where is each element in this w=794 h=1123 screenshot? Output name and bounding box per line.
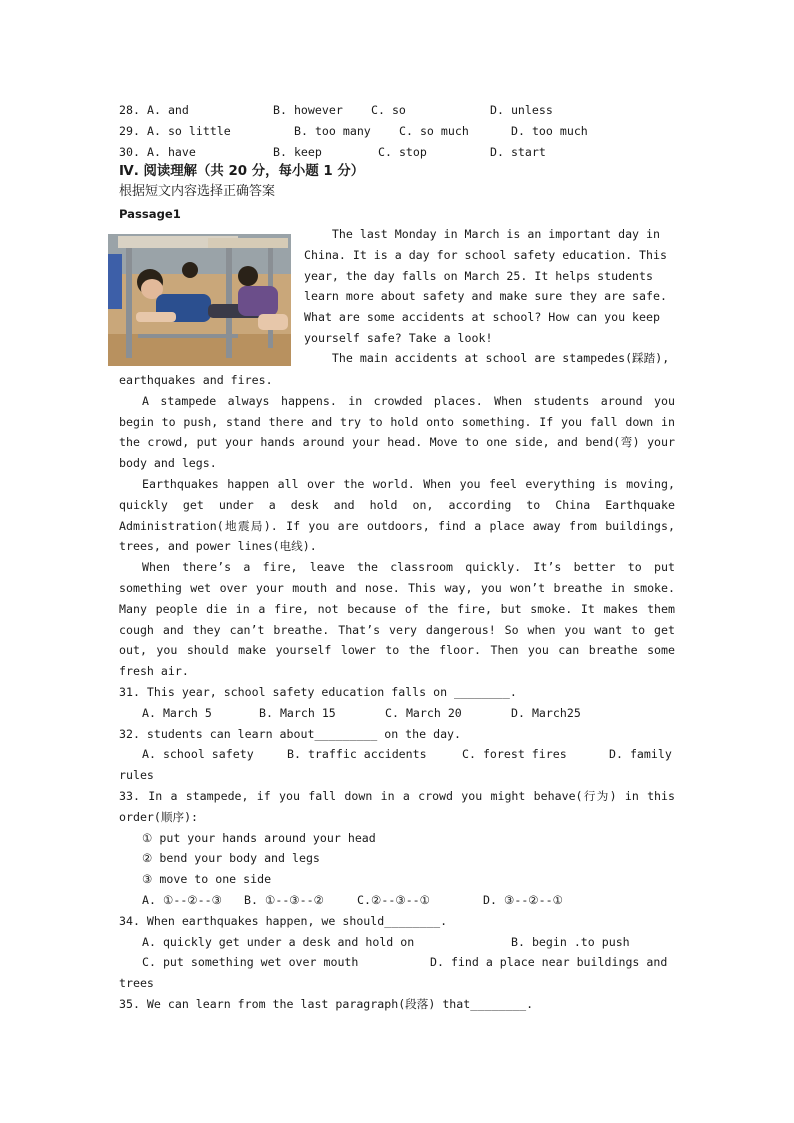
question-number: 30. <box>119 144 140 159</box>
question-34-stem: 34. When earthquakes happen, we should________. <box>119 913 448 928</box>
order-item-2: ② bend your body and legs <box>142 851 320 866</box>
option-d: D. unless <box>490 103 553 117</box>
passage-body <box>119 370 675 1015</box>
text-line: trees, and power lines(电线). <box>119 539 317 554</box>
option-c: C. so much <box>399 123 469 138</box>
question-31-options <box>119 703 675 724</box>
question-31-stem: 31. This year, school safety education falls on ________. <box>119 684 517 699</box>
option-d: D. ③--②--① <box>483 892 564 907</box>
option-a: A. school safety <box>142 747 254 762</box>
passage-paragraph-3 <box>119 391 675 474</box>
passage-paragraph-4 <box>119 474 675 557</box>
passage-paragraph-1 <box>304 224 675 349</box>
option-b: B. however <box>273 103 343 117</box>
passage-paragraph-2 <box>304 348 675 369</box>
text-line: earthquakes and fires. <box>119 373 273 387</box>
question-33-options <box>119 890 675 911</box>
option-a: A. have <box>147 144 196 159</box>
question-33-stem-cont: order(顺序): <box>119 809 199 824</box>
text-line: fresh air. <box>119 664 189 679</box>
question-28 <box>119 100 675 121</box>
question-34-continuation: trees <box>119 976 154 991</box>
text-line: begin to push, stand there and try to hold onto something. If you fall down in <box>119 414 675 429</box>
question-34-options-cd <box>119 952 675 973</box>
option-d: D. March25 <box>511 705 581 720</box>
text-line: cough and they can’t breathe. That’s very dangerous! So when you want to get <box>119 622 675 637</box>
option-c: C. March 20 <box>385 705 462 720</box>
text-line: A stampede always happens. in crowded places. When students around you <box>142 393 675 408</box>
option-a: A. March 5 <box>142 705 212 720</box>
question-29 <box>119 121 675 142</box>
option-d: D. family <box>609 747 672 762</box>
question-35-stem: 35. We can learn from the last paragraph(段落) that________. <box>119 996 534 1011</box>
text-line: year, the day falls on March 25. It helps students <box>304 268 654 283</box>
passage-label: Passage1 <box>119 207 181 222</box>
option-a: A. so little <box>147 123 231 138</box>
exam-page <box>119 100 675 1011</box>
option-b: B. too many <box>294 123 371 138</box>
option-b: B. traffic accidents <box>287 747 427 762</box>
text-line: yourself safe? Take a look! <box>304 330 493 345</box>
option-d: D. start <box>490 144 546 159</box>
option-b: B. March 15 <box>259 705 336 720</box>
option-a: A. quickly get under a desk and hold on <box>142 934 415 949</box>
option-d: D. too much <box>511 123 588 138</box>
option-a: A. ①--②--③ <box>142 892 223 907</box>
question-number: 28. <box>119 103 140 117</box>
text-line: Earthquakes happen all over the world. When you feel everything is moving, <box>142 476 675 491</box>
option-c: C. stop <box>378 144 427 159</box>
option-b: B. keep <box>273 144 322 159</box>
section-instruction: 根据短文内容选择正确答案 <box>119 184 276 200</box>
question-32-options <box>119 744 675 765</box>
option-a: A. and <box>147 103 189 117</box>
text-line: China. It is a day for school safety education. This <box>304 247 667 262</box>
students-under-desks-photo <box>108 234 291 366</box>
option-d: D. find a place near buildings and <box>430 955 668 970</box>
text-line: Administration(地震局). If you are outdoors, find a place away from buildings, <box>119 518 675 533</box>
text-line: quickly get under a desk and hold on, according to China Earthquake <box>119 497 675 512</box>
question-number: 29. <box>119 123 140 138</box>
question-32-stem: 32. students can learn about_________ on the day. <box>119 726 462 741</box>
option-c: C. forest fires <box>462 747 567 762</box>
text-line: out, you should make yourself lower to the floor. Then you can breathe some <box>119 643 675 658</box>
option-c: C. so <box>371 103 406 117</box>
text-line: When there’s a fire, leave the classroom quickly. It’s better to put <box>142 560 675 575</box>
text-line: Many people die in a fire, not because of the fire, but smoke. It makes them <box>119 601 675 616</box>
text-line: the crowd, put your hands around your head. Move to one side, and bend(弯) your <box>119 435 675 450</box>
text-line: learn more about safety and make sure they are safe. <box>304 289 667 304</box>
question-32-continuation: rules <box>119 768 154 783</box>
question-34-options-ab <box>119 932 675 953</box>
option-c: C. put something wet over mouth <box>142 955 359 970</box>
option-b: B. begin .to push <box>511 934 630 949</box>
order-item-1: ① put your hands around your head <box>142 830 376 845</box>
order-item-3: ③ move to one side <box>142 872 272 887</box>
question-30 <box>119 142 675 163</box>
question-33-stem: 33. In a stampede, if you fall down in a crowd you might behave(行为) in this <box>119 788 675 803</box>
passage-paragraph-5 <box>119 557 675 682</box>
option-c: C.②--③--① <box>357 892 431 907</box>
text-line: body and legs. <box>119 456 217 471</box>
text-line: The last Monday in March is an important day in <box>304 227 660 241</box>
section-title: Ⅳ. 阅读理解（共 20 分，每小题 1 分） <box>119 164 365 180</box>
option-b: B. ①--③--② <box>244 892 325 907</box>
text-line: What are some accidents at school? How can you keep <box>304 310 660 325</box>
text-line: The main accidents at school are stampedes(踩踏), <box>304 351 670 365</box>
text-line: something wet over your mouth and nose. This way, you won’t breathe in smoke. <box>119 580 675 595</box>
